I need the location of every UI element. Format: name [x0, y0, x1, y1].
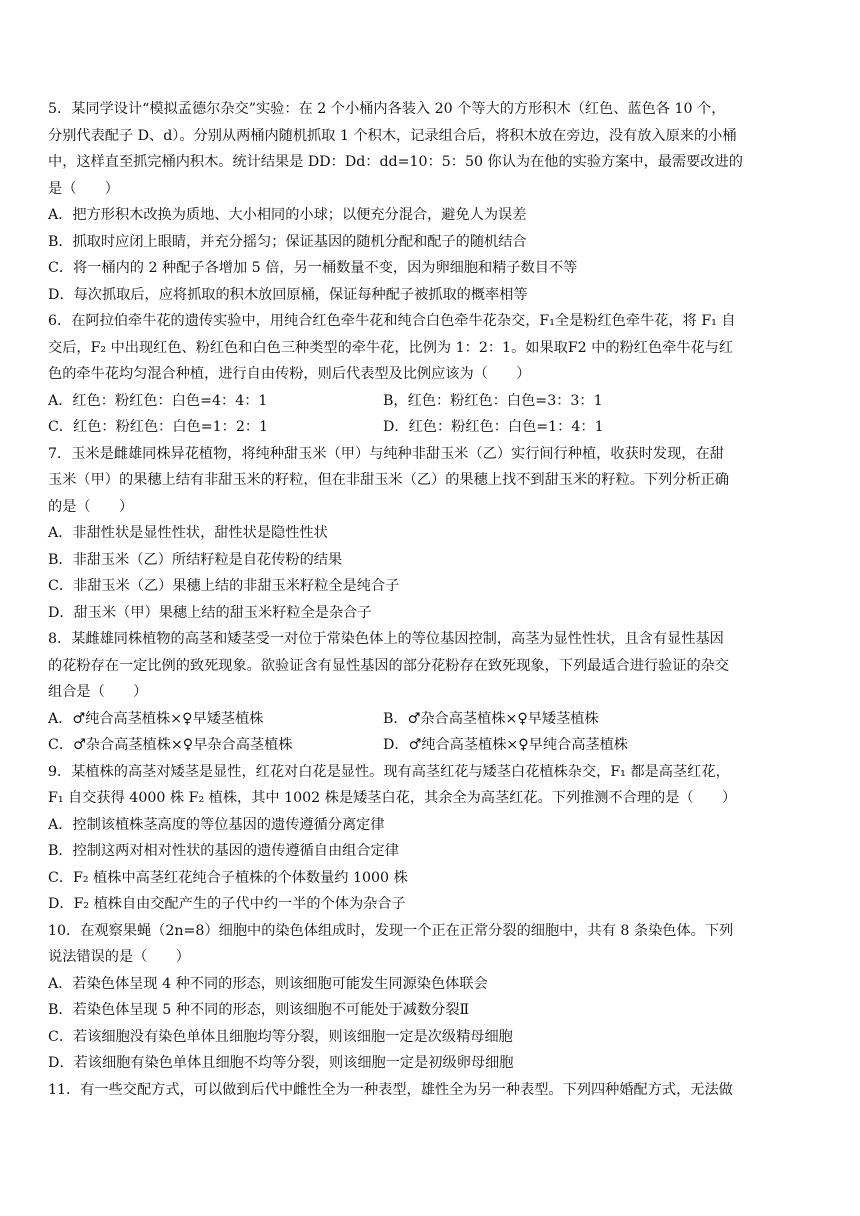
question-9-stem-line: F₁ 自交获得 4000 株 F₂ 植株，其中 1002 株是矮茎白花，其余全为高茎红花。下列推测不合理的是（ ）	[48, 790, 737, 806]
question-8-options-row	[48, 706, 800, 733]
question-9-stem-line: 9．某植株的高茎对矮茎是显性，红花对白花是显性。现有高茎红花与矮茎白花植株杂交，F₁ 都是高茎红花，	[48, 763, 730, 780]
question-11	[48, 1077, 800, 1104]
question-7	[48, 441, 800, 627]
question-10-option-c: C．若该细胞没有染色单体且细胞均等分裂，则该细胞一定是次级精母细胞	[48, 1028, 513, 1045]
question-6-option-a: A．红色：粉红色：白色=4：4：1	[48, 392, 268, 409]
question-10-option-d: D．若该细胞有染色单体且细胞不均等分裂，则该细胞一定是初级卵母细胞	[48, 1055, 514, 1071]
question-5-stem-line: 5．某同学设计“模拟孟德尔杂交”实验：在 2 个小桶内各装入 20 个等大的方形积木（红色、蓝色各 10 个，	[48, 101, 726, 117]
question-7-option-c: C．非甜玉米（乙）果穗上结的非甜玉米籽粒全是纯合子	[48, 578, 400, 594]
question-6-option-b: B，红色：粉红色：白色=3：3：1	[383, 392, 603, 409]
question-8-options-row	[48, 732, 800, 759]
question-5-stem-line: 是（ ）	[48, 180, 119, 197]
question-5-option-a: A．把方形积木改换为质地、大小相同的小球；以便充分混合，避免人为误差	[48, 207, 527, 223]
question-9	[48, 759, 800, 918]
question-6-option-d: D．红色：粉红色：白色=1：4：1	[383, 419, 604, 435]
question-6-option-c: C．红色：粉红色：白色=1：2：1	[48, 419, 269, 435]
question-10-stem-line: 10．在观察果蝇（2n=8）细胞中的染色体组成时，发现一个正在正常分裂的细胞中，共有 8 条染色体。下列	[48, 922, 734, 939]
question-8-option-a: A．♂纯合高茎植株×♀早矮茎植株	[48, 710, 264, 727]
question-list	[48, 96, 800, 1103]
question-9-option-d: D．F₂ 植株自由交配产生的子代中约一半的个体为杂合子	[48, 896, 406, 912]
question-5-option-c: C．将一桶内的 2 种配子各增加 5 倍，另一桶数量不变，因为卵细胞和精子数目不等	[48, 260, 578, 276]
question-5-stem-line: 中，这样直至抓完桶内积木。统计结果是 DD：Dd：dd=10：5：50 你认为在他的实验方案中，最需要改进的	[48, 154, 743, 170]
question-10-option-b: B．若染色体呈现 5 种不同的形态，则该细胞不可能处于减数分裂Ⅱ	[48, 1002, 470, 1018]
question-8-stem-line: 8．某雌雄同株植物的高茎和矮茎受一对位于常染色体上的等位基因控制，高茎为显性性状，且含有显性基因	[48, 631, 724, 647]
question-5-option-d: D．每次抓取后，应将抓取的积木放回原桶，保证每种配子被抓取的概率相等	[48, 286, 528, 303]
question-6-stem-line: 色的牵牛花均匀混合种植，进行自由传粉，则后代表型及比例应该为（ ）	[48, 366, 531, 382]
question-10-stem-line: 说法错误的是（ ）	[48, 949, 190, 965]
question-5-stem-line: 分别代表配子 D、d）。分别从两桶内随机抓取 1 个积木，记录组合后，将积木放在旁边，没有放入原来的小桶	[48, 127, 737, 144]
question-7-option-a: A．非甜性状是显性性状，甜性状是隐性性状	[48, 525, 328, 541]
question-8-option-d: D．♂纯合高茎植株×♀早纯合高茎植株	[383, 737, 628, 753]
question-6	[48, 308, 800, 441]
question-7-option-d: D．甜玉米（甲）果穗上结的甜玉米籽粒全是杂合子	[48, 604, 372, 621]
question-9-option-c: C．F₂ 植株中高茎红花纯合子植株的个体数量约 1000 株	[48, 869, 408, 886]
question-9-option-a: A．控制该植株茎高度的等位基因的遗传遵循分离定律	[48, 816, 385, 833]
question-7-stem-line: 的是（ ）	[48, 498, 134, 515]
question-6-options-row	[48, 414, 800, 441]
question-11-stem-line: 11．有一些交配方式，可以做到后代中雌性全为一种表型，雄性全为另一种表型。下列四种婚配方式，无法做	[48, 1081, 733, 1098]
question-5-option-b: B．抓取时应闭上眼睛，并充分摇匀；保证基因的随机分配和配子的随机结合	[48, 233, 527, 250]
question-8-option-c: C．♂杂合高茎植株×♀早杂合高茎植株	[48, 737, 293, 753]
question-6-options-row	[48, 388, 800, 415]
question-5	[48, 96, 800, 308]
question-7-stem-line: 玉米（甲）的果穗上结有非甜玉米的籽粒，但在非甜玉米（乙）的果穗上找不到甜玉米的籽粒。下列分析正确	[48, 472, 730, 488]
question-6-stem-line: 6．在阿拉伯牵牛花的遗传实验中，用纯合红色牵牛花和纯合白色牵牛花杂交，F₁全是粉红色牵牛花，将 F₁ 自	[48, 313, 736, 329]
question-8	[48, 626, 800, 759]
question-7-stem-line: 7．玉米是雌雄同株异花植物，将纯种甜玉米（甲）与纯种非甜玉米（乙）实行间行种植，收获时发现，在甜	[48, 445, 724, 462]
question-9-option-b: B．控制这两对相对性状的基因的遗传遵循自由组合定律	[48, 843, 399, 859]
question-6-stem-line: 交后，F₂ 中出现红色、粉红色和白色三种类型的牵牛花，比例为 1：2：1。如果取F2 中的粉红色牵牛花与红	[48, 339, 734, 356]
question-10	[48, 918, 800, 1077]
question-8-stem-line: 组合是（ ）	[48, 684, 148, 700]
question-8-stem-line: 的花粉存在一定比例的致死现象。欲验证含有显性基因的部分花粉存在致死现象，下列最适合进行验证的杂交	[48, 657, 730, 674]
question-7-option-b: B．非甜玉米（乙）所结籽粒是自花传粉的结果	[48, 551, 343, 568]
question-10-option-a: A．若染色体呈现 4 种不同的形态，则该细胞可能发生同源染色体联会	[48, 975, 488, 992]
question-8-option-b: B．♂杂合高茎植株×♀早矮茎植株	[383, 710, 599, 727]
